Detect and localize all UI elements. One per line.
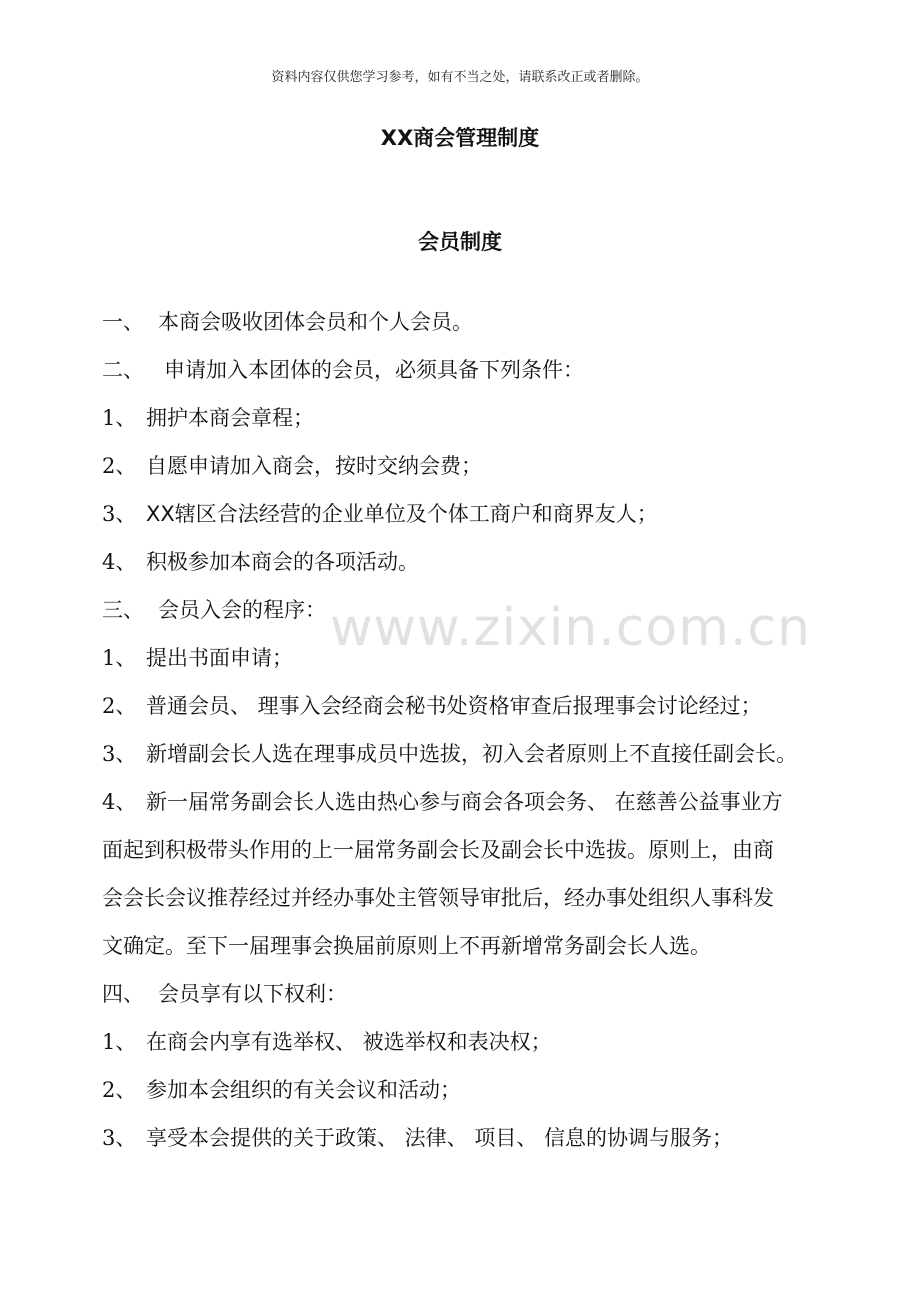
item-text: 提出书面申请； [146, 646, 293, 670]
list-item [102, 307, 473, 337]
item-text: 拥护本商会章程； [146, 406, 314, 430]
list-item [102, 355, 584, 385]
item-text: XX辖区合法经营的企业单位及个体工商户和商界友人； [146, 502, 658, 526]
item-number: 二、 [102, 358, 144, 382]
list-item [102, 739, 797, 769]
item-number: 1、 [102, 406, 137, 430]
list-item [102, 547, 419, 577]
item-number: 4、 [102, 550, 137, 574]
list-item [102, 499, 658, 529]
item-text: 新增副会长人选在理事成员中选拔，初入会者原则上不直接任副会长。 [146, 742, 797, 766]
list-item [102, 1123, 733, 1153]
document-title: XX商会管理制度 [380, 126, 540, 150]
paragraph-continuation [102, 883, 774, 913]
watermark: www.zixin.com.cn [330, 598, 811, 658]
item-number: 4、 [102, 790, 137, 814]
item-number: 2、 [102, 1078, 137, 1102]
item-text: 享受本会提供的关于政策、 法律、 项目、 信息的协调与服务； [146, 1126, 734, 1150]
item-text: 本商会吸收团体会员和个人会员。 [158, 310, 473, 334]
item-text: 新一届常务副会长人选由热心参与商会各项会务、 在慈善公益事业方 [146, 790, 783, 814]
item-text: 面起到积极带头作用的上一届常务副会长及副会长中选拔。原则上，由商 [102, 838, 774, 862]
item-text: 会员享有以下权利： [158, 982, 347, 1006]
item-text: 会员入会的程序： [158, 598, 326, 622]
item-text: 普通会员、 理事入会经商会秘书处资格审查后报理事会讨论经过； [146, 694, 762, 718]
item-text: 积极参加本商会的各项活动。 [146, 550, 419, 574]
list-item [102, 595, 326, 625]
item-number: 1、 [102, 646, 137, 670]
list-item [102, 403, 314, 433]
list-item [102, 451, 482, 481]
list-item [102, 691, 762, 721]
item-number: 1、 [102, 1030, 137, 1054]
item-number: 一、 [102, 310, 144, 334]
list-item [102, 1075, 461, 1105]
item-number: 3、 [102, 742, 137, 766]
list-item [102, 979, 347, 1009]
list-item [102, 1027, 552, 1057]
item-number: 3、 [102, 502, 137, 526]
item-text: 参加本会组织的有关会议和活动； [146, 1078, 461, 1102]
section-title: 会员制度 [418, 230, 502, 254]
item-text: 申请加入本团体的会员，必须具备下列条件： [164, 358, 584, 382]
item-number: 3、 [102, 1126, 137, 1150]
list-item [102, 787, 783, 817]
item-text: 文确定。至下一届理事会换届前原则上不再新增常务副会长人选。 [102, 934, 711, 958]
list-item [102, 643, 293, 673]
item-number: 四、 [102, 982, 144, 1006]
item-number: 2、 [102, 694, 137, 718]
item-text: 自愿申请加入商会，按时交纳会费； [146, 454, 482, 478]
item-number: 三、 [102, 598, 144, 622]
item-text: 在商会内享有选举权、 被选举权和表决权； [146, 1030, 552, 1054]
item-text: 会会长会议推荐经过并经办事处主管领导审批后，经办事处组织人事科发 [102, 886, 774, 910]
header-note: 资料内容仅供您学习参考，如有不当之处，请联系改正或者删除。 [271, 70, 649, 85]
paragraph-continuation [102, 835, 774, 865]
paragraph-continuation [102, 931, 711, 961]
item-number: 2、 [102, 454, 137, 478]
